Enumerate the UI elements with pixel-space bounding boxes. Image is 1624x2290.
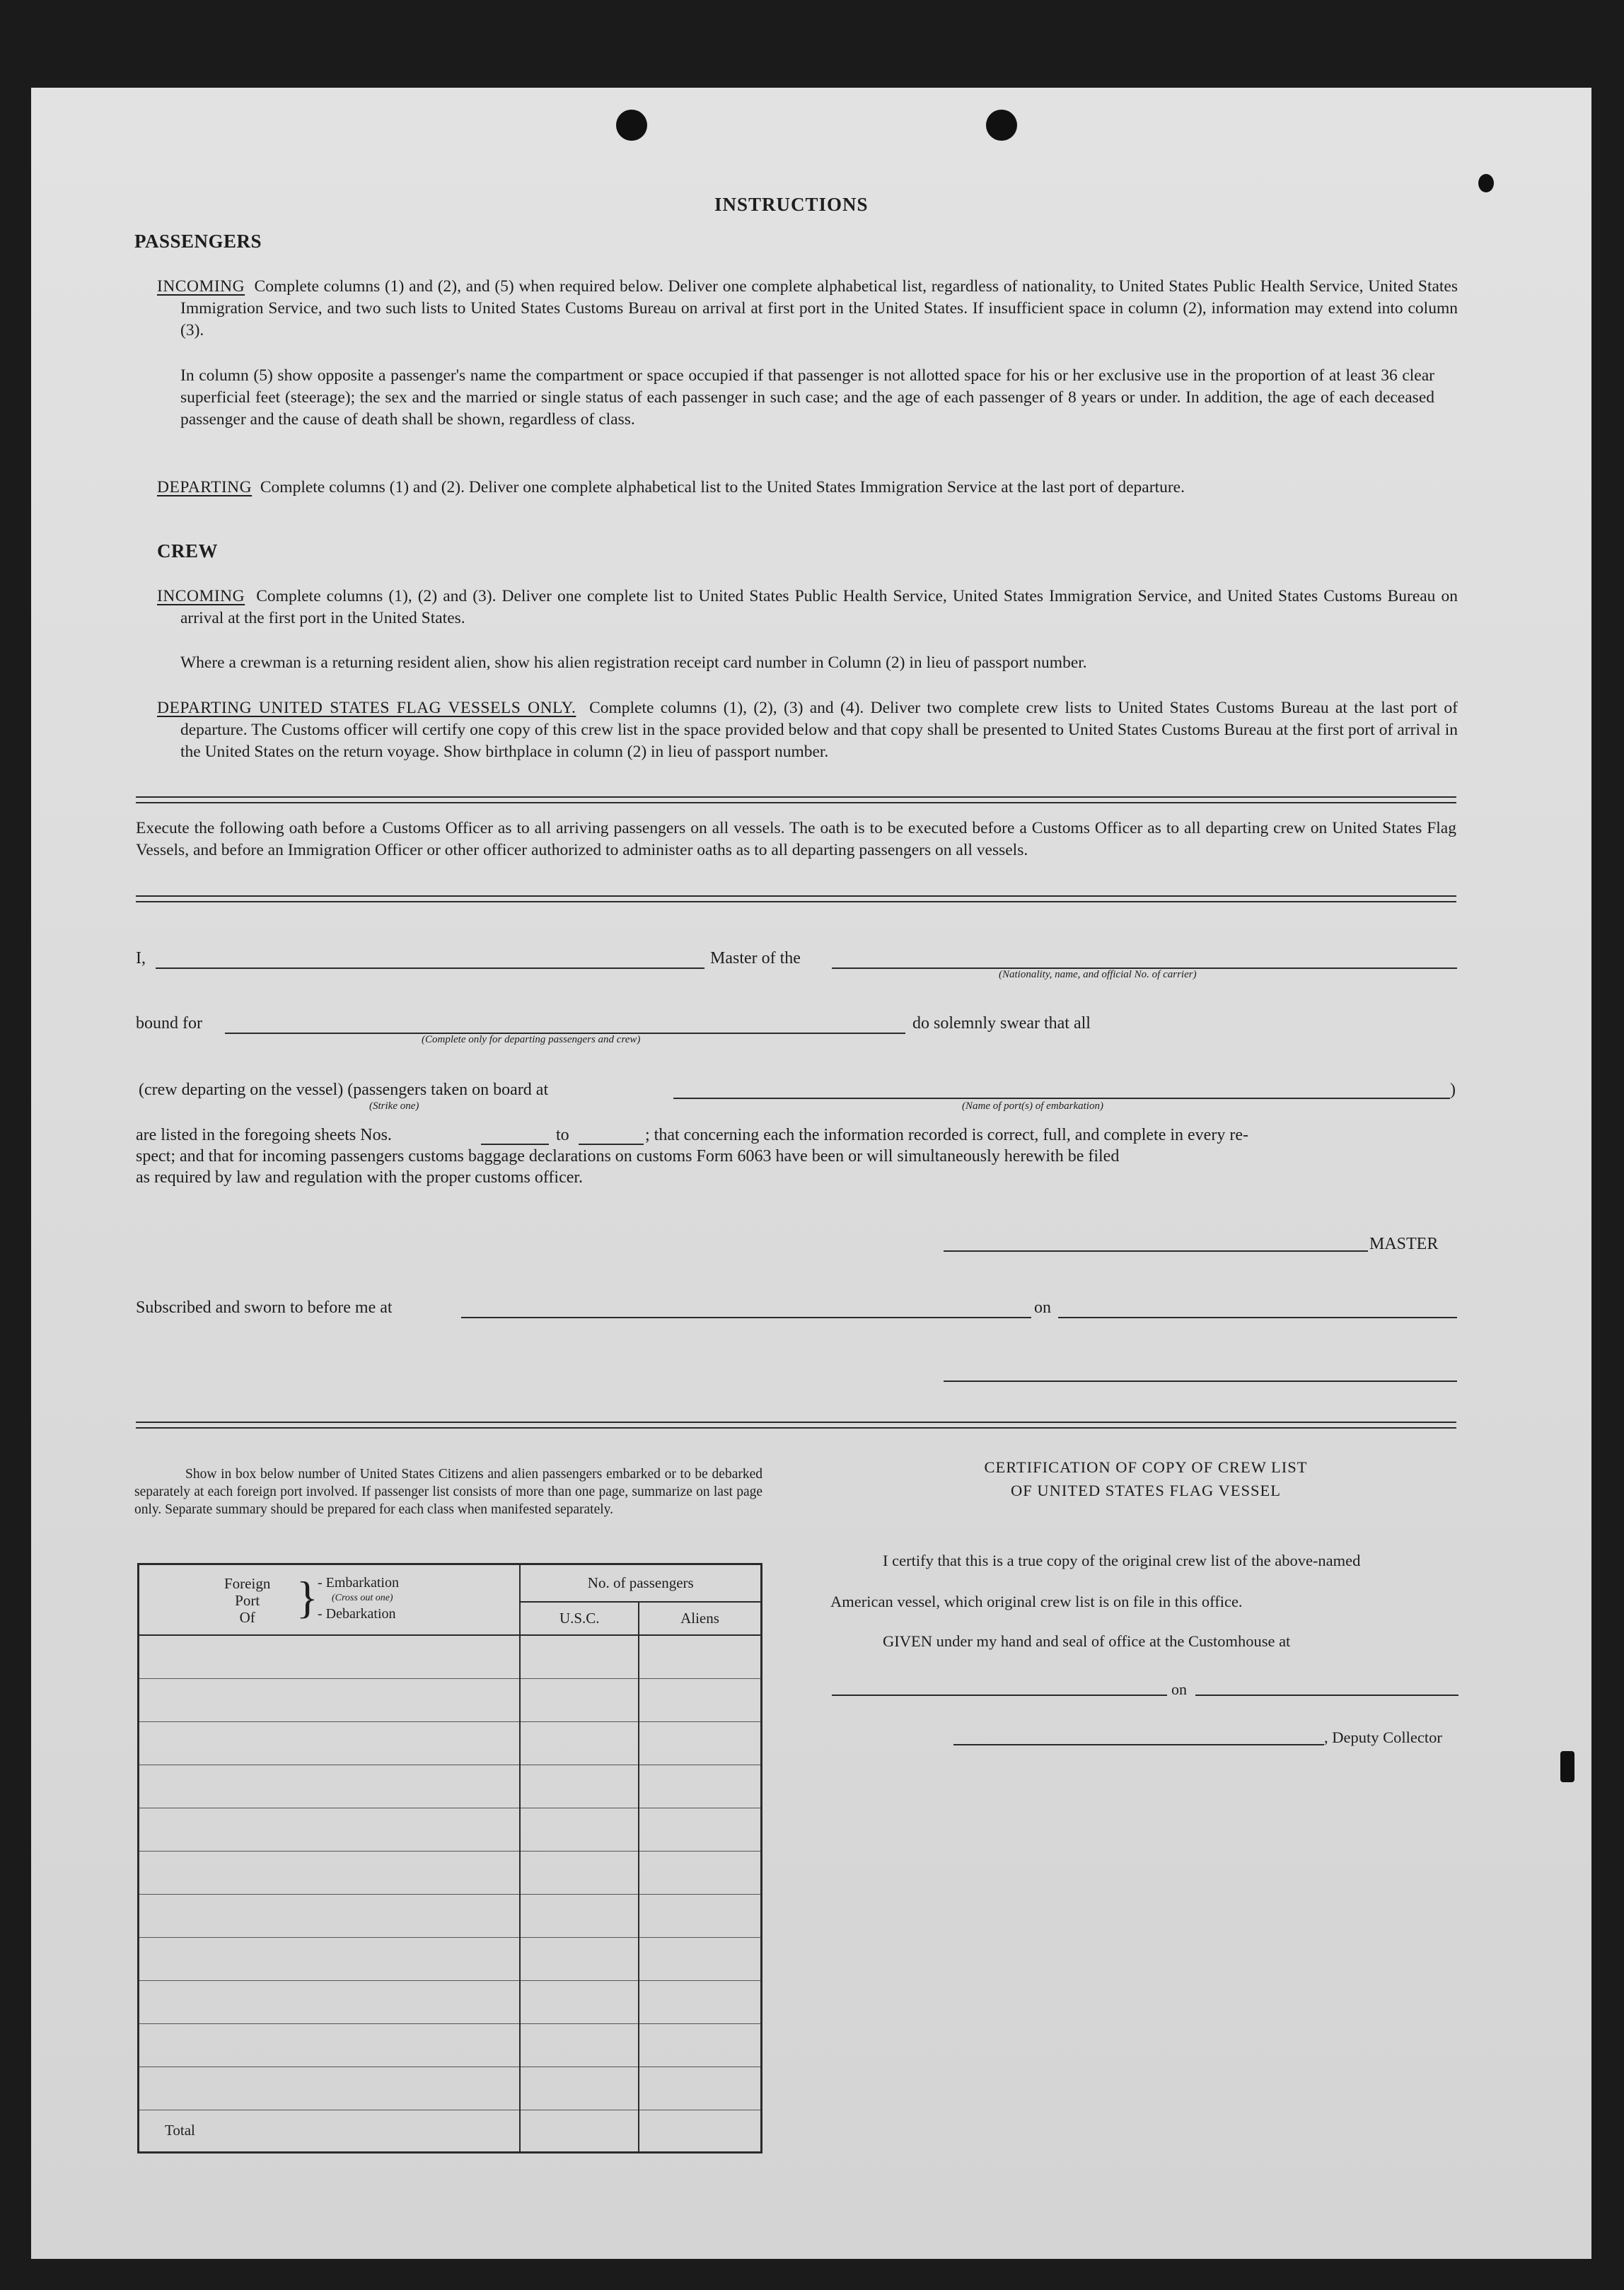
usc-cell[interactable] <box>520 1894 639 1937</box>
given-text: GIVEN under my hand and seal of office at the Customhouse at <box>883 1632 1291 1650</box>
certification-heading-line-1: CERTIFICATION OF COPY OF CREW LIST <box>984 1458 1308 1476</box>
table-row <box>139 1851 762 1894</box>
brace: } <box>296 1572 318 1622</box>
debarkation-option[interactable]: - Debarkation <box>318 1606 396 1622</box>
passengers-incoming-text: Complete columns (1) and (2), and (5) when required below. Deliver one complete alphabetical list, regardless of nationality, to United States Public Health Service, United States Immigration Service, and two such lists to United States Customs Bureau on arrival at first port in the United States. If insufficient space in column (2), information may extend into column (3). <box>180 277 1458 339</box>
oath-i-label: I, <box>136 949 146 967</box>
crew-flag-label: DEPARTING UNITED STATES FLAG VESSELS ONLY. <box>157 699 576 717</box>
deputy-collector-label: , Deputy Collector <box>1324 1728 1442 1746</box>
summary-instructions: Show in box below number of United States Citizens and alien passengers embarked or to be debarked separately at each foreign port involved. If passenger list consists of more than one page, summarize on last page only. Separate summary should be prepared for each class when manifested separately. <box>134 1467 762 1517</box>
section-divider <box>136 796 1456 803</box>
sheet-from-field[interactable] <box>481 1144 549 1145</box>
port-caption: (Name of port(s) of embarkation) <box>962 1100 1103 1112</box>
total-usc-cell[interactable] <box>520 2110 639 2152</box>
crew-resident-text: Where a crewman is a returning resident alien, show his alien registration receipt card number in Column (2) in lieu of passport number. <box>180 653 1087 672</box>
ink-speck <box>1478 174 1494 192</box>
table-row <box>139 1980 762 2023</box>
port-cell[interactable] <box>139 1808 521 1851</box>
port-cell[interactable] <box>139 1635 521 1678</box>
port-cell[interactable] <box>139 1678 521 1721</box>
crew-incoming-label: INCOMING <box>157 587 245 605</box>
port-cell[interactable] <box>139 1765 521 1808</box>
passengers-column5-text: In column (5) show opposite a passenger's name the compartment or space occupied if that passenger is not allotted space for his or her exclusive use in the proportion of at least 36 clear superficial feet (steerage); the sex and the married or single status of each passenger in such case; and the age of each passenger of 8 years or under. In addition, the age of each deceased passenger and the cause of death shall be shown, regardless of class. <box>180 366 1434 429</box>
aliens-cell[interactable] <box>639 1980 762 2023</box>
total-label: Total <box>139 2110 521 2152</box>
aliens-cell[interactable] <box>639 2023 762 2067</box>
section-divider <box>136 1422 1456 1429</box>
embarkation-port-field[interactable] <box>673 1098 1450 1099</box>
usc-cell[interactable] <box>520 1808 639 1851</box>
master-label: MASTER <box>1369 1235 1439 1253</box>
sworn-on-label: on <box>1034 1298 1051 1317</box>
total-aliens-cell[interactable] <box>639 2110 762 2152</box>
passenger-summary-table <box>137 1563 762 2154</box>
table-row <box>139 1894 762 1937</box>
sworn-place-field[interactable] <box>461 1317 1031 1318</box>
strike-one-caption: (Strike one) <box>369 1100 419 1112</box>
aliens-header: Aliens <box>639 1602 762 1635</box>
certification-heading-line-2: OF UNITED STATES FLAG VESSEL <box>1010 1482 1282 1499</box>
ink-speck <box>1560 1751 1574 1782</box>
sworn-date-field[interactable] <box>1058 1317 1457 1318</box>
usc-cell[interactable] <box>520 1937 639 1980</box>
sheet-to-field[interactable] <box>579 1144 644 1145</box>
usc-cell[interactable] <box>520 1851 639 1894</box>
no-of-passengers-header: No. of passengers <box>520 1564 761 1602</box>
crew-flag-paragraph <box>157 697 1458 763</box>
section-divider <box>136 895 1456 902</box>
bound-for-caption: (Complete only for departing passengers and crew) <box>422 1034 641 1045</box>
usc-cell[interactable] <box>520 1765 639 1808</box>
passengers-incoming-paragraph <box>157 276 1458 342</box>
crew-departing-label: (crew departing on the vessel) (passengers taken on board at <box>139 1081 549 1099</box>
aliens-cell[interactable] <box>639 1765 762 1808</box>
port-cell[interactable] <box>139 1894 521 1937</box>
aliens-cell[interactable] <box>639 1808 762 1851</box>
bound-for-label: bound for <box>136 1014 202 1033</box>
aliens-cell[interactable] <box>639 1721 762 1765</box>
aliens-cell[interactable] <box>639 1937 762 1980</box>
table-row <box>139 1765 762 1808</box>
usc-cell[interactable] <box>520 1721 639 1765</box>
table-row <box>139 2067 762 2110</box>
passengers-incoming-label: INCOMING <box>157 277 245 296</box>
aliens-cell[interactable] <box>639 1894 762 1937</box>
close-paren: ) <box>1450 1081 1456 1099</box>
usc-cell[interactable] <box>520 2023 639 2067</box>
customhouse-field[interactable] <box>832 1695 1167 1696</box>
officer-signature-field[interactable] <box>944 1381 1457 1382</box>
usc-cell[interactable] <box>520 2067 639 2110</box>
passengers-departing-text: Complete columns (1) and (2). Deliver one complete alphabetical list to the United States Immigration Service at the last port of departure. <box>260 478 1185 496</box>
listed-to: to <box>556 1126 569 1144</box>
port-cell[interactable] <box>139 1937 521 1980</box>
table-row <box>139 1721 762 1765</box>
port-cell[interactable] <box>139 1721 521 1765</box>
aliens-cell[interactable] <box>639 1635 762 1678</box>
table-row <box>139 2023 762 2067</box>
port-cell[interactable] <box>139 1980 521 2023</box>
master-name-field[interactable] <box>156 967 704 969</box>
cross-out-caption: (Cross out one) <box>332 1593 393 1603</box>
certify-text-a: I certify that this is a true copy of the original crew list of the above-named <box>883 1552 1361 1569</box>
master-of-label: Master of the <box>710 949 801 967</box>
aliens-cell[interactable] <box>639 1851 762 1894</box>
usc-header: U.S.C. <box>520 1602 639 1635</box>
passengers-heading: PASSENGERS <box>134 231 262 252</box>
certify-text-b: American vessel, which original crew list is on file in this office. <box>830 1593 1243 1610</box>
passengers-departing-paragraph <box>157 477 1458 499</box>
crew-incoming-paragraph <box>157 586 1458 629</box>
certification-on-label: on <box>1171 1680 1187 1698</box>
listed-text-c: spect; and that for incoming passengers customs baggage declarations on customs Form 6063 have been or will simultaneously herewith be filed <box>136 1147 1120 1166</box>
oath-instruction: Execute the following oath before a Customs Officer as to all arriving passengers on all vessels. The oath is to be executed before a Customs Officer as to all departing crew on United States Flag Vessels, and before an Immigration Officer or other officer authorized to administer oaths as to all departing passengers on all vessels. <box>136 819 1456 859</box>
crew-incoming-text: Complete columns (1), (2) and (3). Deliver one complete list to United States Public Health Service, United States Immigration Service, and United States Customs Bureau on arrival at the first port in the United States. <box>180 587 1458 627</box>
usc-cell[interactable] <box>520 1635 639 1678</box>
table-row <box>139 1635 762 1678</box>
listed-text-b: ; that concerning each the information recorded is correct, full, and complete in every re- <box>645 1126 1248 1144</box>
crew-resident-paragraph <box>180 652 1434 674</box>
subscribed-label: Subscribed and sworn to before me at <box>136 1298 393 1317</box>
passengers-column5-paragraph <box>180 365 1434 431</box>
aliens-cell[interactable] <box>639 2067 762 2110</box>
certification-date-field[interactable] <box>1195 1695 1458 1696</box>
master-signature-field[interactable] <box>944 1250 1368 1252</box>
foreign-port-header <box>139 1564 521 1636</box>
carrier-caption: (Nationality, name, and official No. of carrier) <box>999 969 1197 980</box>
table-row <box>139 1678 762 1721</box>
aliens-cell[interactable] <box>639 1678 762 1721</box>
listed-text-d: as required by law and regulation with the proper customs officer. <box>136 1168 584 1187</box>
usc-cell[interactable] <box>520 1678 639 1721</box>
embarkation-option[interactable]: - Embarkation <box>318 1575 399 1591</box>
deputy-signature-field[interactable] <box>953 1744 1324 1745</box>
port-cell[interactable] <box>139 1851 521 1894</box>
certification-heading <box>820 1455 1471 1502</box>
port-label: Port <box>235 1592 260 1609</box>
punch-hole-right <box>986 110 1017 141</box>
punch-hole-left <box>616 110 647 141</box>
of-label: Of <box>239 1609 255 1626</box>
passengers-departing-label: DEPARTING <box>157 478 253 496</box>
port-cell[interactable] <box>139 2023 521 2067</box>
page-title: INSTRUCTIONS <box>714 194 869 215</box>
port-cell[interactable] <box>139 2067 521 2110</box>
listed-text-a: are listed in the foregoing sheets Nos. <box>136 1126 392 1144</box>
swear-label: do solemnly swear that all <box>912 1014 1091 1033</box>
crew-flag-text: Complete columns (1), (2), (3) and (4). Deliver two complete crew lists to United States Customs Bureau at the last port of departure. The Customs officer will certify one copy of this crew list in the space provided below and that copy shall be presented to United States Customs Bureau at the first port of arrival in the United States on the return voyage. Show birthplace in column (2) in lieu of passport number. <box>180 699 1458 761</box>
crew-heading: CREW <box>157 540 219 562</box>
usc-cell[interactable] <box>520 1980 639 2023</box>
table-row <box>139 1937 762 1980</box>
table-row <box>139 1808 762 1851</box>
foreign-label: Foreign <box>224 1575 271 1592</box>
